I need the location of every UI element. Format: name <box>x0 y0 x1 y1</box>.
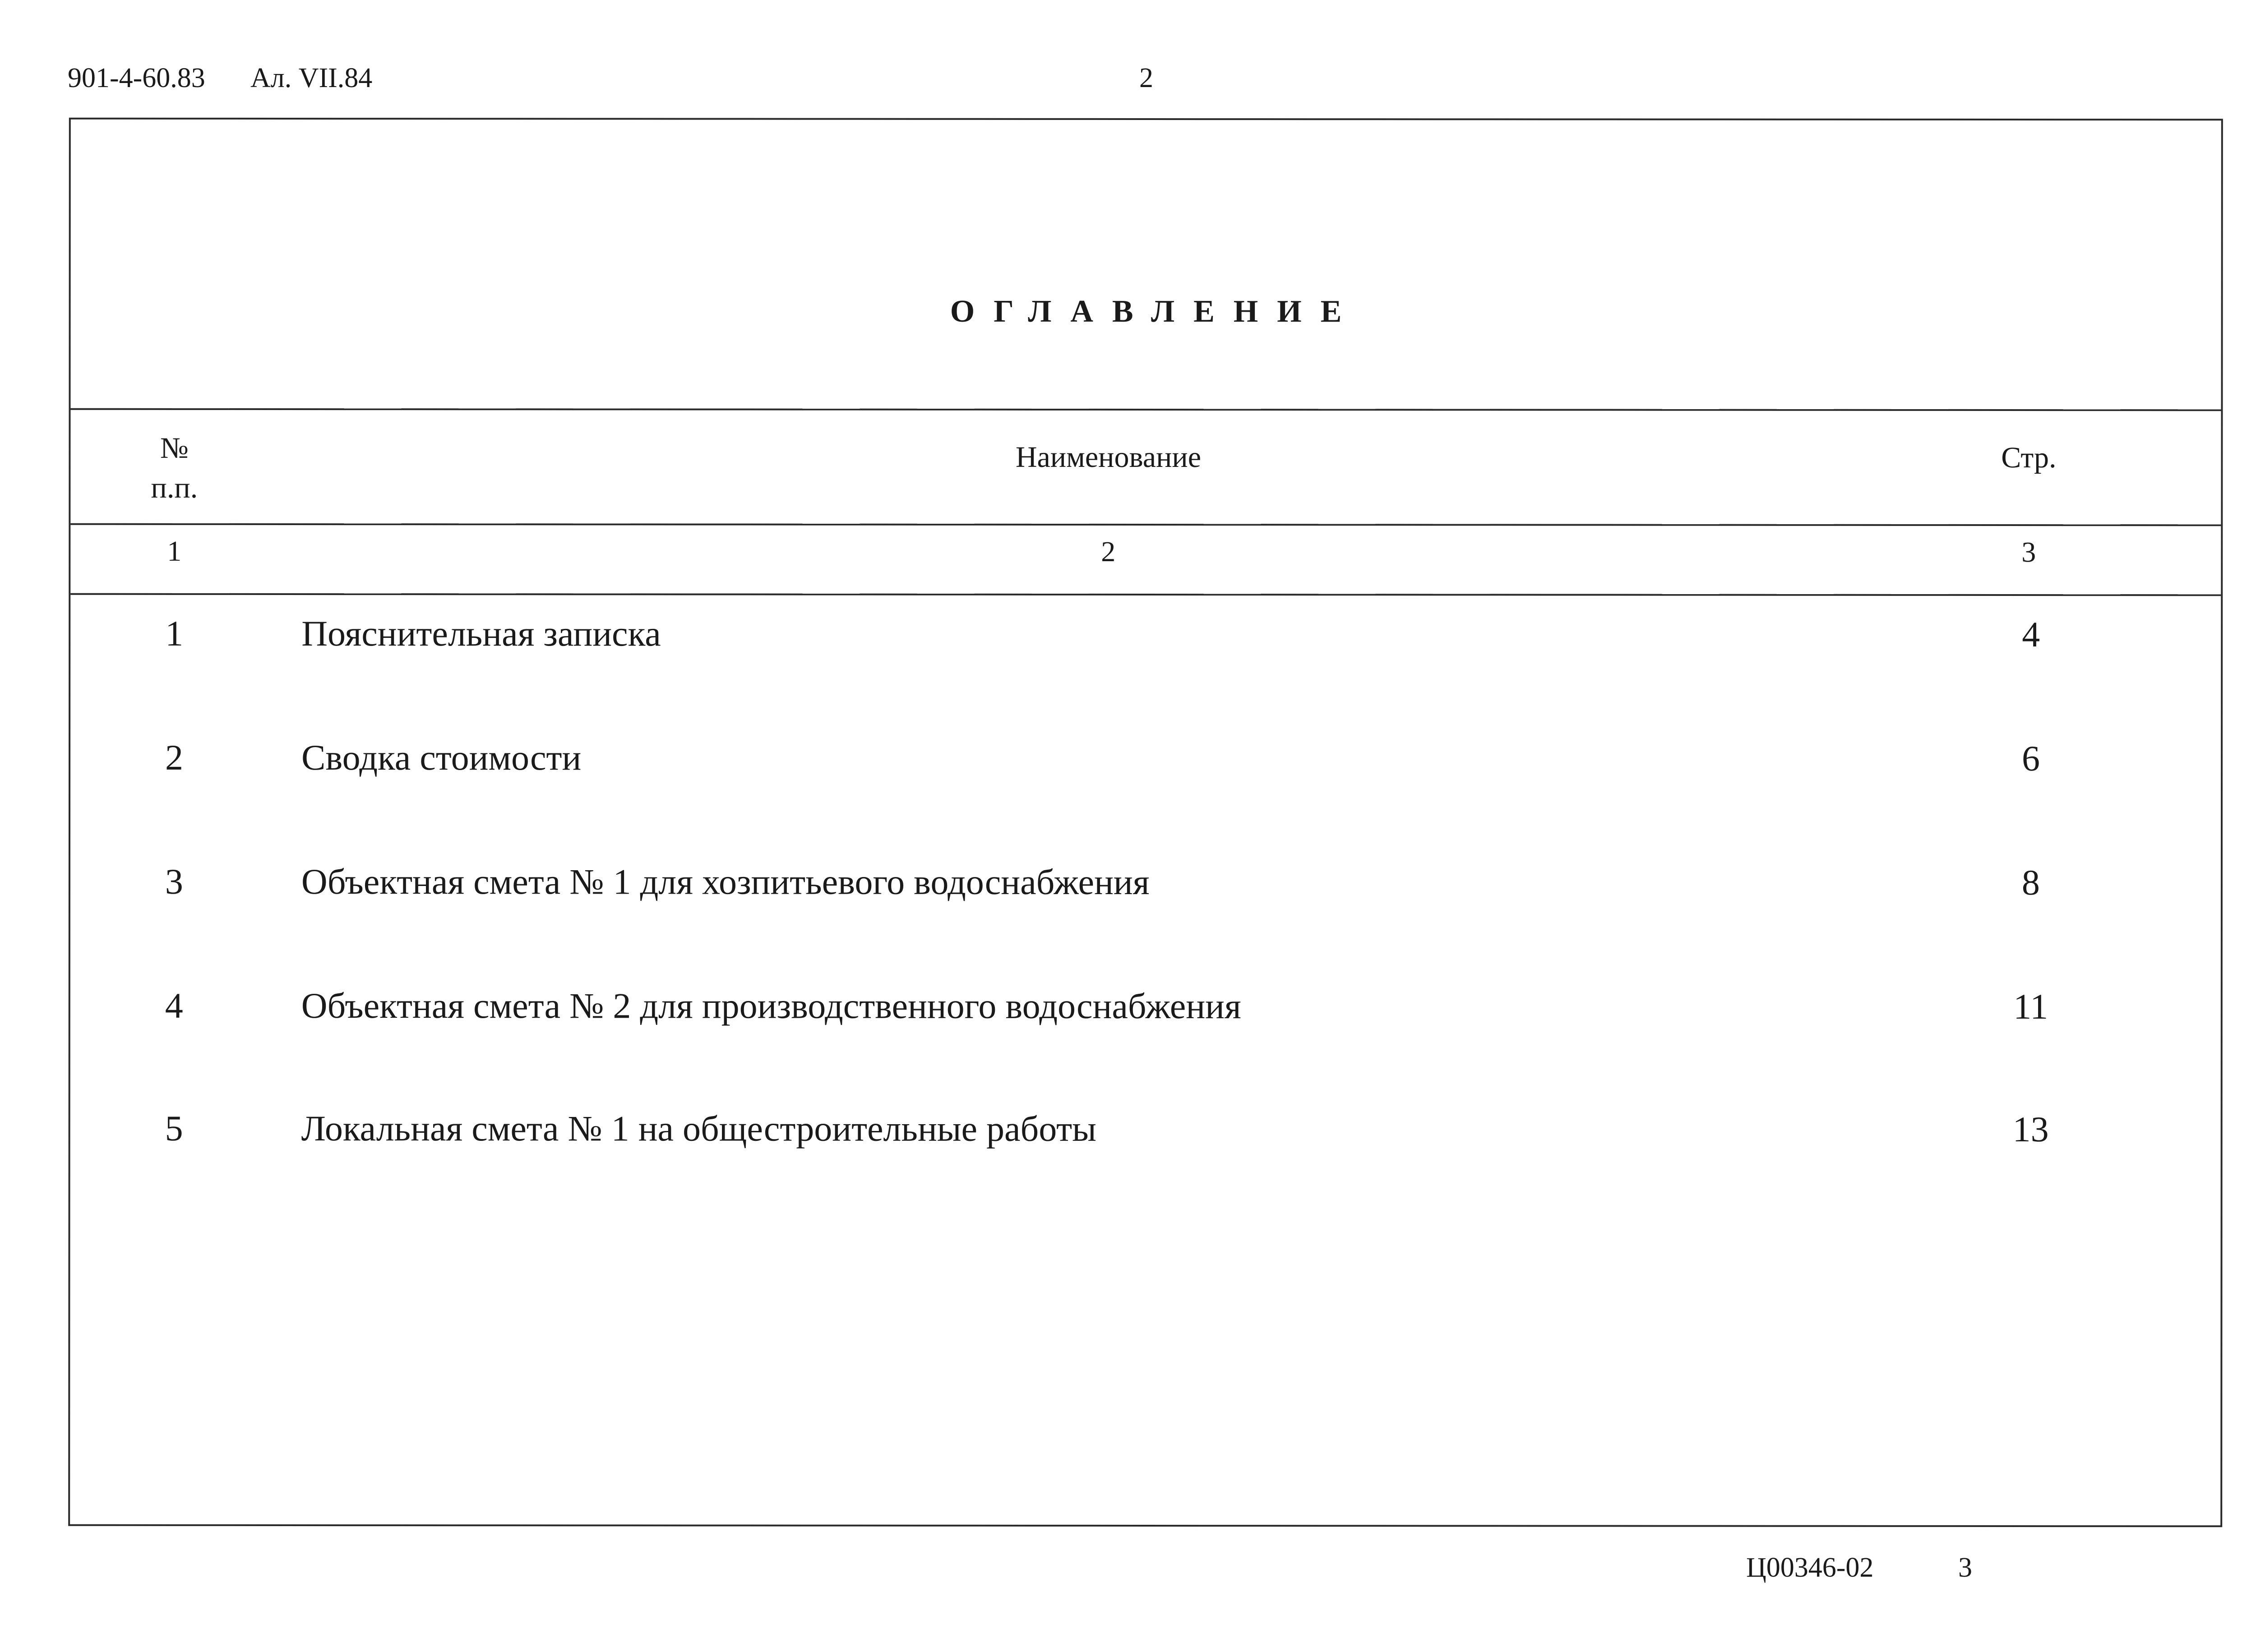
row-page: 13 <box>2012 1110 2049 1150</box>
document-frame <box>68 118 2223 1527</box>
column-number-1: 1 <box>167 535 182 567</box>
row-name: Сводка стоимости <box>301 738 582 778</box>
row-page: 11 <box>2013 987 2048 1027</box>
row-name: Локальная смета № 1 на общестроительные работы <box>301 1109 1096 1149</box>
column-header-number-sign: № <box>160 431 189 465</box>
row-page: 6 <box>2022 739 2040 779</box>
table-row <box>70 862 2221 908</box>
row-page: 4 <box>2022 615 2040 655</box>
table-top-line <box>70 408 2221 411</box>
table-row <box>70 1108 2221 1154</box>
column-header-number-abbr: п.п. <box>151 471 198 504</box>
column-number-3: 3 <box>2021 536 2036 568</box>
footer-sheet-number: 3 <box>1958 1552 1972 1583</box>
table-row <box>70 738 2221 784</box>
column-header-number <box>143 429 206 508</box>
header-divider-line <box>70 523 2221 526</box>
row-number: 2 <box>165 738 184 778</box>
column-header-page: Стр. <box>2001 441 2057 475</box>
row-name: Объектная смета № 2 для производственного водоснабжения <box>301 986 1241 1027</box>
document-title: ОГЛАВЛЕНИЕ <box>950 294 1361 329</box>
row-number: 5 <box>165 1108 183 1149</box>
row-name: Пояснительная записка <box>301 614 661 654</box>
row-page: 8 <box>2021 863 2040 903</box>
footer-document-code: Ц00346-02 <box>1746 1552 1874 1583</box>
page-header-album: Ал. VII.84 <box>250 63 373 93</box>
page-header-code: 901-4-60.83 <box>68 63 205 93</box>
column-header-name: Наименование <box>1015 440 1202 474</box>
row-name: Объектная смета № 1 для хозпитьевого водоснабжения <box>301 862 1150 903</box>
row-number: 4 <box>165 986 183 1026</box>
row-number: 3 <box>165 862 183 902</box>
column-number-2: 2 <box>1101 535 1116 568</box>
row-number: 1 <box>165 614 184 654</box>
table-row <box>70 614 2221 660</box>
column-numbers-divider-line <box>70 593 2221 596</box>
page-number: 2 <box>1139 63 1153 93</box>
table-row <box>70 986 2221 1032</box>
